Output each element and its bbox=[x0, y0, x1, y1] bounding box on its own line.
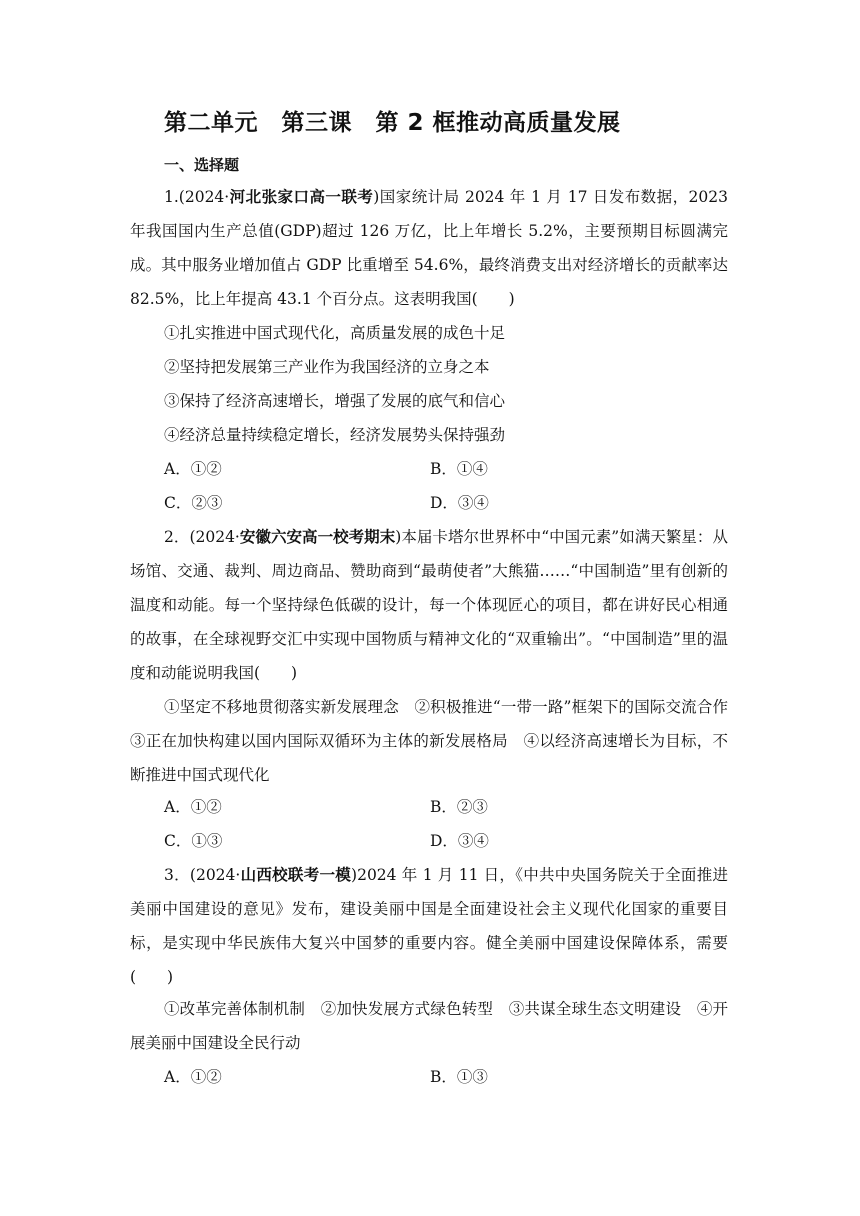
question-text: 国家统计局 2024 年 1 月 17 日发布数据，2023 年我国国内生产总值(GDP)超过 126 万亿，比上年增长 5.2%，主要预期目标圆满完成。其中服务业增加值占 GDP 比重增至 54.6%，最终消费支出对经济增长的贡献率达 82.5%，比上年提高 43.1 个百分点。这表明我国( ) bbox=[130, 188, 728, 308]
statement-item: ④经济总量持续稳定增长，经济发展势头保持强劲 bbox=[164, 426, 506, 444]
statement-items: ①坚定不移地贯彻落实新发展理念 ②积极推进“一带一路”框架下的国际交流合作 ③正在加快构建以国内国际双循环为主体的新发展格局 ④以经济高速增长为目标，不断推进中国式现代化 bbox=[130, 698, 744, 784]
section-heading: 一、选择题 bbox=[164, 156, 240, 174]
choice-c[interactable]: C．①③ bbox=[164, 832, 223, 850]
question-text: 本届卡塔尔世界杯中“中国元素”如满天繁星：从场馆、交通、裁判、周边商品、赞助商到“最萌使者”大熊猫……“中国制造”里有创新的温度和动能。每一个坚持绿色低碳的设计，每一个体现匠心的项目，都在讲好民心相通的故事，在全球视野交汇中实现中国物质与精神文化的“双重输出”。“中国制造”里的温度和动能说明我国( ) bbox=[130, 528, 728, 682]
question-3-stem: 3．(2024·山西校联考一模)2024 年 1 月 11 日，《中共中央国务院关于全面推进美丽中国建设的意见》发布，建设美丽中国是全面建设社会主义现代化国家的重要目标，是实现中华民族伟大复兴中国梦的重要内容。健全美丽中国建设保障体系，需要( ) bbox=[130, 866, 728, 986]
question-2-stem: 2．(2024·安徽六安高一校考期末)本届卡塔尔世界杯中“中国元素”如满天繁星：从场馆、交通、裁判、周边商品、赞助商到“最萌使者”大熊猫……“中国制造”里有创新的温度和动能。每一个坚持绿色低碳的设计，每一个体现匠心的项目，都在讲好民心相通的故事，在全球视野交汇中实现中国物质与精神文化的“双重输出”。“中国制造”里的温度和动能说明我国( ) bbox=[130, 528, 728, 682]
choice-d[interactable]: D．③④ bbox=[430, 832, 489, 850]
question-number: 2． bbox=[164, 528, 190, 546]
question-number: 3． bbox=[164, 866, 190, 884]
choice-a[interactable]: A．①② bbox=[164, 1068, 222, 1086]
question-text: 2024 年 1 月 11 日，《中共中央国务院关于全面推进美丽中国建设的意见》发布，建设美丽中国是全面建设社会主义现代化国家的重要目标，是实现中华民族伟大复兴中国梦的重要内容。健全美丽中国建设保障体系，需要( ) bbox=[130, 866, 728, 986]
choice-a[interactable]: A．①② bbox=[164, 460, 222, 478]
choice-a[interactable]: A．①② bbox=[164, 798, 222, 816]
statement-items: ①改革完善体制机制 ②加快发展方式绿色转型 ③共谋全球生态文明建设 ④开展美丽中国建设全民行动 bbox=[130, 1000, 728, 1052]
question-number: 1. bbox=[164, 188, 179, 206]
statement-item: ②坚持把发展第三产业作为我国经济的立身之本 bbox=[164, 358, 490, 376]
choice-b[interactable]: B．①③ bbox=[430, 1068, 488, 1086]
choice-b[interactable]: B．①④ bbox=[430, 460, 488, 478]
page-title: 第二单元 第三课 第 2 框推动高质量发展 bbox=[164, 110, 621, 136]
question-1-stem: 1.(2024·河北张家口高一联考)国家统计局 2024 年 1 月 17 日发布数据，2023 年我国国内生产总值(GDP)超过 126 万亿，比上年增长 5.2%，主要预期目标圆满完成。其中服务业增加值占 GDP 比重增至 54.6%，最终消费支出对经济增长的贡献率达 82.5%，比上年提高 43.1 个百分点。这表明我国( ) bbox=[130, 188, 728, 308]
choice-d[interactable]: D．③④ bbox=[430, 494, 489, 512]
question-source: 山西校联考一模 bbox=[240, 866, 352, 884]
question-source: 河北张家口高一联考 bbox=[229, 188, 374, 206]
statement-item: ③保持了经济高速增长，增强了发展的底气和信心 bbox=[164, 392, 506, 410]
question-source: 安徽六安高一校考期末 bbox=[239, 528, 396, 546]
statement-item: ①扎实推进中国式现代化，高质量发展的成色十足 bbox=[164, 324, 506, 342]
choice-c[interactable]: C．②③ bbox=[164, 494, 223, 512]
choice-b[interactable]: B．②③ bbox=[430, 798, 488, 816]
